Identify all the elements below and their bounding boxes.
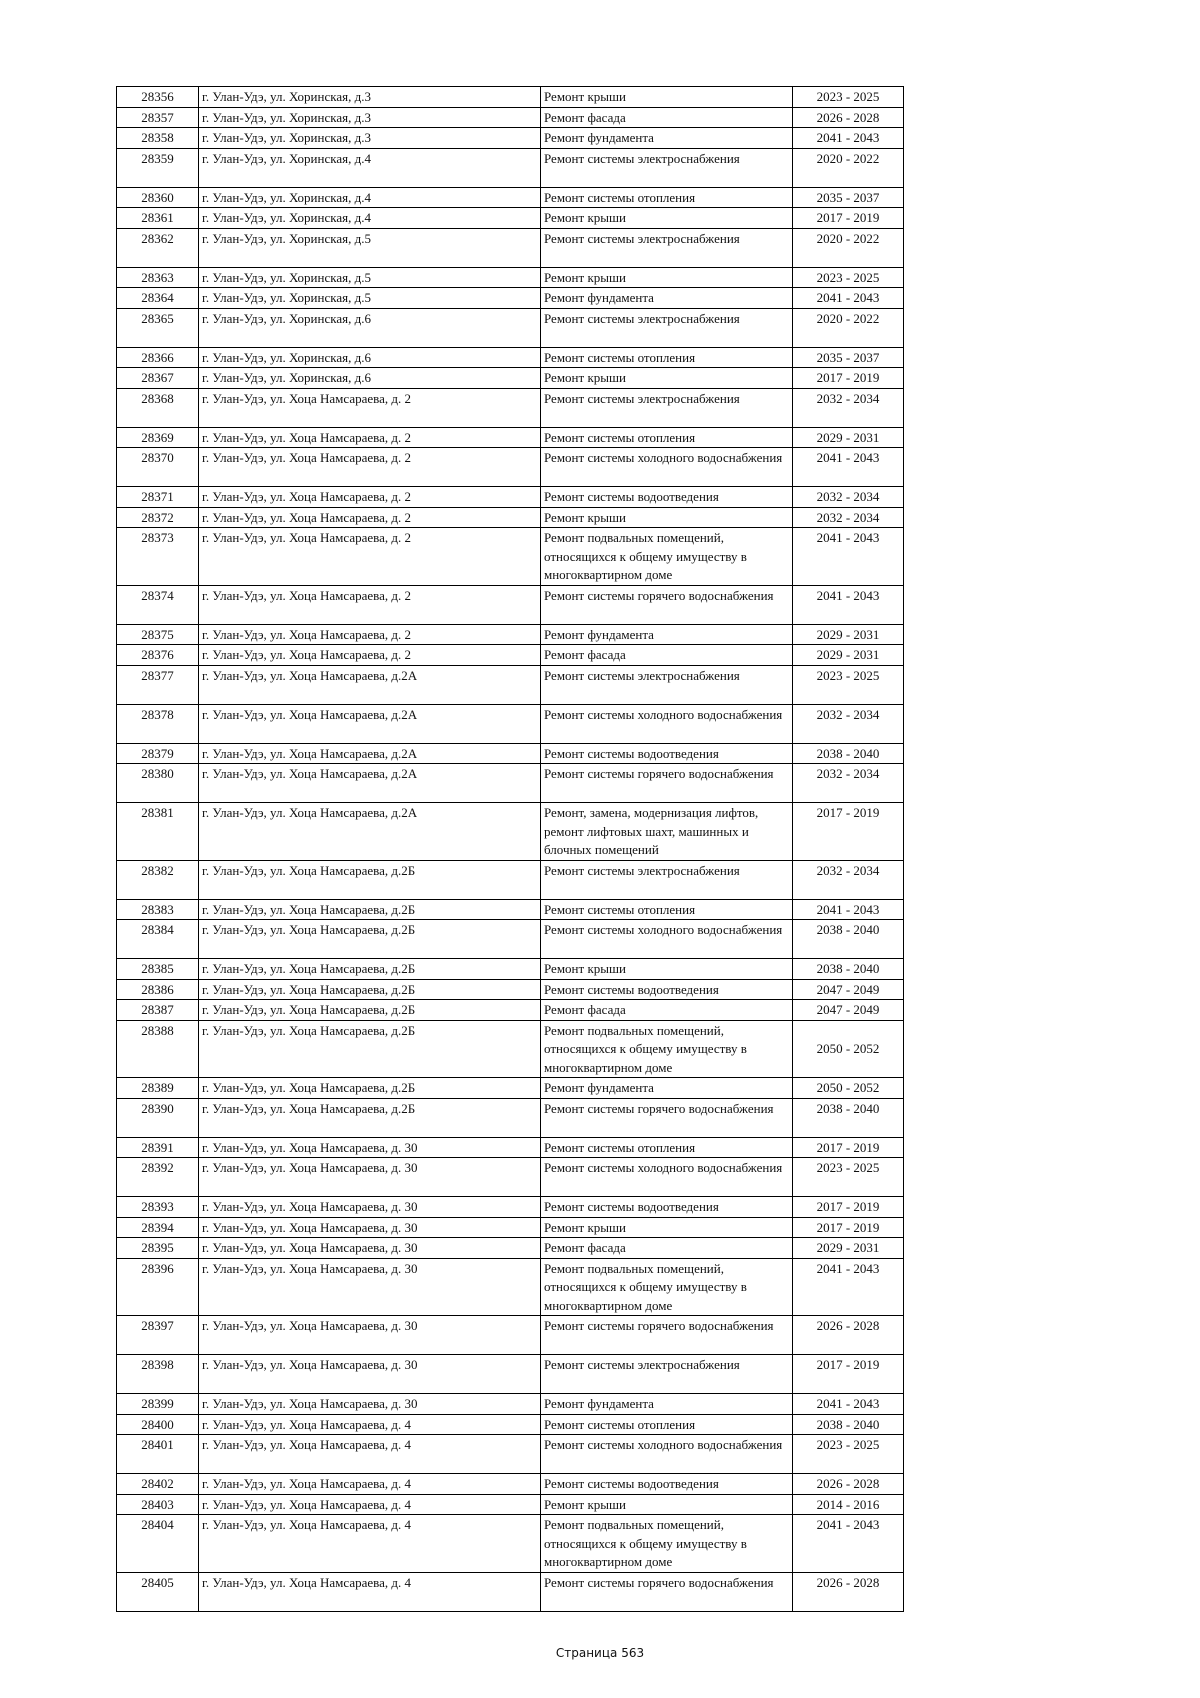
work-type-cell: Ремонт подвальных помещений, относящихся к общему имуществу в многоквартирном доме xyxy=(541,1515,793,1573)
row-number-cell: 28395 xyxy=(117,1238,199,1259)
work-type-cell: Ремонт фундамента xyxy=(541,624,793,645)
work-type-cell: Ремонт фасада xyxy=(541,1000,793,1021)
period-cell: 2041 - 2043 xyxy=(793,288,904,309)
table-row xyxy=(117,1258,904,1316)
table-row xyxy=(117,1494,904,1515)
address-cell: г. Улан-Удэ, ул. Хоца Намсараева, д. 30 xyxy=(199,1355,541,1394)
table-row xyxy=(117,427,904,448)
work-type-cell: Ремонт фундамента xyxy=(541,1394,793,1415)
row-number-cell: 28356 xyxy=(117,87,199,108)
period-cell: 2047 - 2049 xyxy=(793,979,904,1000)
row-number-cell: 28402 xyxy=(117,1474,199,1495)
row-number-cell: 28379 xyxy=(117,743,199,764)
period-cell: 2041 - 2043 xyxy=(793,448,904,487)
work-type-cell: Ремонт фасада xyxy=(541,645,793,666)
row-number-cell: 28405 xyxy=(117,1572,199,1611)
work-type-cell: Ремонт системы водоотведения xyxy=(541,743,793,764)
period-cell: 2023 - 2025 xyxy=(793,267,904,288)
row-number-cell: 28397 xyxy=(117,1316,199,1355)
address-cell: г. Улан-Удэ, ул. Хоца Намсараева, д.2Б xyxy=(199,959,541,980)
table-row xyxy=(117,388,904,427)
table-row xyxy=(117,704,904,743)
work-type-cell: Ремонт системы горячего водоснабжения xyxy=(541,1572,793,1611)
work-type-cell: Ремонт системы электроснабжения xyxy=(541,665,793,704)
table-row xyxy=(117,1572,904,1611)
page-number: Страница 563 xyxy=(555,1646,645,1660)
address-cell: г. Улан-Удэ, ул. Хоца Намсараева, д. 4 xyxy=(199,1474,541,1495)
address-cell: г. Улан-Удэ, ул. Хоца Намсараева, д. 30 xyxy=(199,1316,541,1355)
work-type-cell: Ремонт системы горячего водоснабжения xyxy=(541,764,793,803)
table-row xyxy=(117,959,904,980)
period-cell: 2014 - 2016 xyxy=(793,1494,904,1515)
period-cell: 2026 - 2028 xyxy=(793,1572,904,1611)
work-type-cell: Ремонт системы холодного водоснабжения xyxy=(541,920,793,959)
work-type-cell: Ремонт системы электроснабжения xyxy=(541,860,793,899)
period-cell: 2032 - 2034 xyxy=(793,388,904,427)
address-cell: г. Улан-Удэ, ул. Хоца Намсараева, д. 2 xyxy=(199,507,541,528)
period-cell: 2029 - 2031 xyxy=(793,624,904,645)
work-type-cell: Ремонт крыши xyxy=(541,959,793,980)
work-type-cell: Ремонт системы электроснабжения xyxy=(541,148,793,187)
row-number-cell: 28357 xyxy=(117,107,199,128)
address-cell: г. Улан-Удэ, ул. Хоца Намсараева, д. 4 xyxy=(199,1494,541,1515)
repair-schedule-table xyxy=(116,86,904,1612)
work-type-cell: Ремонт фундамента xyxy=(541,288,793,309)
row-number-cell: 28394 xyxy=(117,1217,199,1238)
work-type-cell: Ремонт системы электроснабжения xyxy=(541,388,793,427)
table-row xyxy=(117,267,904,288)
period-cell: 2029 - 2031 xyxy=(793,427,904,448)
row-number-cell: 28390 xyxy=(117,1098,199,1137)
table-row xyxy=(117,803,904,861)
work-type-cell: Ремонт системы отопления xyxy=(541,187,793,208)
row-number-cell: 28403 xyxy=(117,1494,199,1515)
period-cell: 2017 - 2019 xyxy=(793,368,904,389)
work-type-cell: Ремонт подвальных помещений, относящихся к общему имуществу в многоквартирном доме xyxy=(541,1020,793,1078)
row-number-cell: 28391 xyxy=(117,1137,199,1158)
address-cell: г. Улан-Удэ, ул. Хоринская, д.6 xyxy=(199,308,541,347)
row-number-cell: 28384 xyxy=(117,920,199,959)
period-cell: 2026 - 2028 xyxy=(793,1316,904,1355)
table-row xyxy=(117,624,904,645)
address-cell: г. Улан-Удэ, ул. Хоринская, д.3 xyxy=(199,107,541,128)
table-row xyxy=(117,1515,904,1573)
table-row xyxy=(117,208,904,229)
address-cell: г. Улан-Удэ, ул. Хоца Намсараева, д.2Б xyxy=(199,1078,541,1099)
address-cell: г. Улан-Удэ, ул. Хоца Намсараева, д. 2 xyxy=(199,487,541,508)
period-cell: 2041 - 2043 xyxy=(793,1515,904,1573)
work-type-cell: Ремонт, замена, модернизация лифтов, ремонт лифтовых шахт, машинных и блочных помещений xyxy=(541,803,793,861)
table-row xyxy=(117,1078,904,1099)
address-cell: г. Улан-Удэ, ул. Хоринская, д.5 xyxy=(199,267,541,288)
period-cell: 2050 - 2052 xyxy=(793,1020,904,1078)
table-row xyxy=(117,764,904,803)
address-cell: г. Улан-Удэ, ул. Хоринская, д.4 xyxy=(199,148,541,187)
work-type-cell: Ремонт фундамента xyxy=(541,128,793,149)
row-number-cell: 28364 xyxy=(117,288,199,309)
table-row xyxy=(117,347,904,368)
work-type-cell: Ремонт системы электроснабжения xyxy=(541,1355,793,1394)
period-cell: 2032 - 2034 xyxy=(793,704,904,743)
row-number-cell: 28360 xyxy=(117,187,199,208)
row-number-cell: 28399 xyxy=(117,1394,199,1415)
work-type-cell: Ремонт системы водоотведения xyxy=(541,487,793,508)
period-cell: 2041 - 2043 xyxy=(793,128,904,149)
table-row xyxy=(117,743,904,764)
row-number-cell: 28378 xyxy=(117,704,199,743)
address-cell: г. Улан-Удэ, ул. Хоринская, д.5 xyxy=(199,288,541,309)
address-cell: г. Улан-Удэ, ул. Хоца Намсараева, д. 2 xyxy=(199,427,541,448)
work-type-cell: Ремонт крыши xyxy=(541,87,793,108)
address-cell: г. Улан-Удэ, ул. Хоца Намсараева, д.2Б xyxy=(199,979,541,1000)
work-type-cell: Ремонт подвальных помещений, относящихся к общему имуществу в многоквартирном доме xyxy=(541,1258,793,1316)
period-cell: 2032 - 2034 xyxy=(793,487,904,508)
work-type-cell: Ремонт фасада xyxy=(541,107,793,128)
work-type-cell: Ремонт системы отопления xyxy=(541,1137,793,1158)
period-cell: 2017 - 2019 xyxy=(793,1217,904,1238)
period-cell: 2032 - 2034 xyxy=(793,764,904,803)
address-cell: г. Улан-Удэ, ул. Хоца Намсараева, д.2Б xyxy=(199,899,541,920)
work-type-cell: Ремонт крыши xyxy=(541,368,793,389)
period-cell: 2032 - 2034 xyxy=(793,507,904,528)
table-row xyxy=(117,1316,904,1355)
table-row xyxy=(117,228,904,267)
address-cell: г. Улан-Удэ, ул. Хоринская, д.6 xyxy=(199,347,541,368)
row-number-cell: 28380 xyxy=(117,764,199,803)
period-cell: 2041 - 2043 xyxy=(793,1394,904,1415)
period-cell: 2041 - 2043 xyxy=(793,585,904,624)
work-type-cell: Ремонт системы водоотведения xyxy=(541,979,793,1000)
table-row xyxy=(117,1238,904,1259)
work-type-cell: Ремонт системы холодного водоснабжения xyxy=(541,704,793,743)
address-cell: г. Улан-Удэ, ул. Хоца Намсараева, д.2Б xyxy=(199,920,541,959)
period-cell: 2035 - 2037 xyxy=(793,347,904,368)
period-cell: 2047 - 2049 xyxy=(793,1000,904,1021)
table-row xyxy=(117,979,904,1000)
address-cell: г. Улан-Удэ, ул. Хоца Намсараева, д. 2 xyxy=(199,388,541,427)
work-type-cell: Ремонт фундамента xyxy=(541,1078,793,1099)
table-row xyxy=(117,1197,904,1218)
period-cell: 2041 - 2043 xyxy=(793,528,904,586)
table-row xyxy=(117,487,904,508)
row-number-cell: 28392 xyxy=(117,1158,199,1197)
table-row xyxy=(117,1435,904,1474)
row-number-cell: 28359 xyxy=(117,148,199,187)
row-number-cell: 28365 xyxy=(117,308,199,347)
address-cell: г. Улан-Удэ, ул. Хоца Намсараева, д. 30 xyxy=(199,1394,541,1415)
table-row xyxy=(117,1217,904,1238)
period-cell: 2020 - 2022 xyxy=(793,308,904,347)
row-number-cell: 28401 xyxy=(117,1435,199,1474)
address-cell: г. Улан-Удэ, ул. Хоца Намсараева, д. 4 xyxy=(199,1515,541,1573)
row-number-cell: 28381 xyxy=(117,803,199,861)
row-number-cell: 28398 xyxy=(117,1355,199,1394)
row-number-cell: 28404 xyxy=(117,1515,199,1573)
period-cell: 2023 - 2025 xyxy=(793,87,904,108)
table-row xyxy=(117,128,904,149)
table-row xyxy=(117,585,904,624)
row-number-cell: 28385 xyxy=(117,959,199,980)
table-row xyxy=(117,899,904,920)
period-cell: 2020 - 2022 xyxy=(793,228,904,267)
period-cell: 2038 - 2040 xyxy=(793,959,904,980)
period-cell: 2041 - 2043 xyxy=(793,899,904,920)
work-type-cell: Ремонт системы холодного водоснабжения xyxy=(541,448,793,487)
work-type-cell: Ремонт системы электроснабжения xyxy=(541,308,793,347)
row-number-cell: 28361 xyxy=(117,208,199,229)
work-type-cell: Ремонт системы отопления xyxy=(541,1414,793,1435)
address-cell: г. Улан-Удэ, ул. Хоринская, д.5 xyxy=(199,228,541,267)
work-type-cell: Ремонт системы горячего водоснабжения xyxy=(541,1316,793,1355)
table-row xyxy=(117,187,904,208)
address-cell: г. Улан-Удэ, ул. Хоца Намсараева, д. 30 xyxy=(199,1238,541,1259)
period-cell: 2029 - 2031 xyxy=(793,1238,904,1259)
row-number-cell: 28376 xyxy=(117,645,199,666)
table-row xyxy=(117,920,904,959)
work-type-cell: Ремонт крыши xyxy=(541,507,793,528)
address-cell: г. Улан-Удэ, ул. Хоца Намсараева, д. 2 xyxy=(199,448,541,487)
work-type-cell: Ремонт системы горячего водоснабжения xyxy=(541,585,793,624)
period-cell: 2035 - 2037 xyxy=(793,187,904,208)
work-type-cell: Ремонт крыши xyxy=(541,1494,793,1515)
address-cell: г. Улан-Удэ, ул. Хоца Намсараева, д. 4 xyxy=(199,1435,541,1474)
address-cell: г. Улан-Удэ, ул. Хоца Намсараева, д.2Б xyxy=(199,1098,541,1137)
address-cell: г. Улан-Удэ, ул. Хоринская, д.4 xyxy=(199,208,541,229)
table-row xyxy=(117,1158,904,1197)
address-cell: г. Улан-Удэ, ул. Хоца Намсараева, д. 30 xyxy=(199,1258,541,1316)
table-row xyxy=(117,860,904,899)
table-row xyxy=(117,288,904,309)
period-cell: 2029 - 2031 xyxy=(793,645,904,666)
period-cell: 2038 - 2040 xyxy=(793,1098,904,1137)
address-cell: г. Улан-Удэ, ул. Хоца Намсараева, д.2А xyxy=(199,803,541,861)
address-cell: г. Улан-Удэ, ул. Хоца Намсараева, д.2Б xyxy=(199,860,541,899)
work-type-cell: Ремонт системы водоотведения xyxy=(541,1197,793,1218)
table-row xyxy=(117,1355,904,1394)
address-cell: г. Улан-Удэ, ул. Хоца Намсараева, д. 30 xyxy=(199,1137,541,1158)
row-number-cell: 28368 xyxy=(117,388,199,427)
address-cell: г. Улан-Удэ, ул. Хоца Намсараева, д. 2 xyxy=(199,645,541,666)
row-number-cell: 28375 xyxy=(117,624,199,645)
work-type-cell: Ремонт фасада xyxy=(541,1238,793,1259)
row-number-cell: 28386 xyxy=(117,979,199,1000)
period-cell: 2017 - 2019 xyxy=(793,1355,904,1394)
period-cell: 2017 - 2019 xyxy=(793,1197,904,1218)
row-number-cell: 28400 xyxy=(117,1414,199,1435)
address-cell: г. Улан-Удэ, ул. Хоринская, д.4 xyxy=(199,187,541,208)
table-row xyxy=(117,368,904,389)
work-type-cell: Ремонт крыши xyxy=(541,267,793,288)
table-row xyxy=(117,528,904,586)
row-number-cell: 28363 xyxy=(117,267,199,288)
row-number-cell: 28374 xyxy=(117,585,199,624)
row-number-cell: 28367 xyxy=(117,368,199,389)
table-row xyxy=(117,1394,904,1415)
table-row xyxy=(117,507,904,528)
row-number-cell: 28366 xyxy=(117,347,199,368)
table-row xyxy=(117,645,904,666)
table-row xyxy=(117,87,904,108)
address-cell: г. Улан-Удэ, ул. Хоца Намсараева, д. 2 xyxy=(199,528,541,586)
work-type-cell: Ремонт крыши xyxy=(541,1217,793,1238)
table-row xyxy=(117,448,904,487)
work-type-cell: Ремонт системы холодного водоснабжения xyxy=(541,1435,793,1474)
table-row xyxy=(117,1020,904,1078)
table-row xyxy=(117,1474,904,1495)
period-cell: 2026 - 2028 xyxy=(793,107,904,128)
row-number-cell: 28389 xyxy=(117,1078,199,1099)
period-cell: 2017 - 2019 xyxy=(793,208,904,229)
row-number-cell: 28388 xyxy=(117,1020,199,1078)
row-number-cell: 28371 xyxy=(117,487,199,508)
work-type-cell: Ремонт системы электроснабжения xyxy=(541,228,793,267)
table-row xyxy=(117,1098,904,1137)
period-cell: 2017 - 2019 xyxy=(793,803,904,861)
work-type-cell: Ремонт системы горячего водоснабжения xyxy=(541,1098,793,1137)
table-row xyxy=(117,1414,904,1435)
row-number-cell: 28372 xyxy=(117,507,199,528)
address-cell: г. Улан-Удэ, ул. Хоринская, д.3 xyxy=(199,128,541,149)
table-row xyxy=(117,148,904,187)
address-cell: г. Улан-Удэ, ул. Хоца Намсараева, д. 2 xyxy=(199,624,541,645)
address-cell: г. Улан-Удэ, ул. Хоца Намсараева, д.2Б xyxy=(199,1000,541,1021)
work-type-cell: Ремонт системы отопления xyxy=(541,347,793,368)
address-cell: г. Улан-Удэ, ул. Хоца Намсараева, д.2А xyxy=(199,704,541,743)
period-cell: 2023 - 2025 xyxy=(793,1158,904,1197)
address-cell: г. Улан-Удэ, ул. Хоца Намсараева, д. 2 xyxy=(199,585,541,624)
period-cell: 2023 - 2025 xyxy=(793,665,904,704)
period-cell: 2041 - 2043 xyxy=(793,1258,904,1316)
address-cell: г. Улан-Удэ, ул. Хоринская, д.3 xyxy=(199,87,541,108)
row-number-cell: 28382 xyxy=(117,860,199,899)
table-row xyxy=(117,1137,904,1158)
work-type-cell: Ремонт системы водоотведения xyxy=(541,1474,793,1495)
row-number-cell: 28396 xyxy=(117,1258,199,1316)
row-number-cell: 28387 xyxy=(117,1000,199,1021)
row-number-cell: 28383 xyxy=(117,899,199,920)
period-cell: 2017 - 2019 xyxy=(793,1137,904,1158)
period-cell: 2032 - 2034 xyxy=(793,860,904,899)
table-row xyxy=(117,665,904,704)
period-cell: 2050 - 2052 xyxy=(793,1078,904,1099)
table-row xyxy=(117,1000,904,1021)
row-number-cell: 28393 xyxy=(117,1197,199,1218)
row-number-cell: 28373 xyxy=(117,528,199,586)
address-cell: г. Улан-Удэ, ул. Хоца Намсараева, д. 4 xyxy=(199,1414,541,1435)
table-row xyxy=(117,107,904,128)
row-number-cell: 28362 xyxy=(117,228,199,267)
work-type-cell: Ремонт системы холодного водоснабжения xyxy=(541,1158,793,1197)
address-cell: г. Улан-Удэ, ул. Хоца Намсараева, д.2А xyxy=(199,665,541,704)
period-cell: 2038 - 2040 xyxy=(793,1414,904,1435)
row-number-cell: 28369 xyxy=(117,427,199,448)
work-type-cell: Ремонт системы отопления xyxy=(541,427,793,448)
work-type-cell: Ремонт системы отопления xyxy=(541,899,793,920)
address-cell: г. Улан-Удэ, ул. Хоца Намсараева, д. 30 xyxy=(199,1158,541,1197)
address-cell: г. Улан-Удэ, ул. Хоца Намсараева, д. 30 xyxy=(199,1197,541,1218)
address-cell: г. Улан-Удэ, ул. Хоца Намсараева, д.2А xyxy=(199,743,541,764)
address-cell: г. Улан-Удэ, ул. Хоца Намсараева, д. 4 xyxy=(199,1572,541,1611)
work-type-cell: Ремонт крыши xyxy=(541,208,793,229)
row-number-cell: 28377 xyxy=(117,665,199,704)
period-cell: 2026 - 2028 xyxy=(793,1474,904,1495)
address-cell: г. Улан-Удэ, ул. Хоринская, д.6 xyxy=(199,368,541,389)
period-cell: 2038 - 2040 xyxy=(793,743,904,764)
address-cell: г. Улан-Удэ, ул. Хоца Намсараева, д.2Б xyxy=(199,1020,541,1078)
address-cell: г. Улан-Удэ, ул. Хоца Намсараева, д.2А xyxy=(199,764,541,803)
period-cell: 2020 - 2022 xyxy=(793,148,904,187)
work-type-cell: Ремонт подвальных помещений, относящихся к общему имуществу в многоквартирном доме xyxy=(541,528,793,586)
period-cell: 2038 - 2040 xyxy=(793,920,904,959)
period-cell: 2023 - 2025 xyxy=(793,1435,904,1474)
table-body xyxy=(117,87,904,1612)
row-number-cell: 28370 xyxy=(117,448,199,487)
table-row xyxy=(117,308,904,347)
row-number-cell: 28358 xyxy=(117,128,199,149)
address-cell: г. Улан-Удэ, ул. Хоца Намсараева, д. 30 xyxy=(199,1217,541,1238)
